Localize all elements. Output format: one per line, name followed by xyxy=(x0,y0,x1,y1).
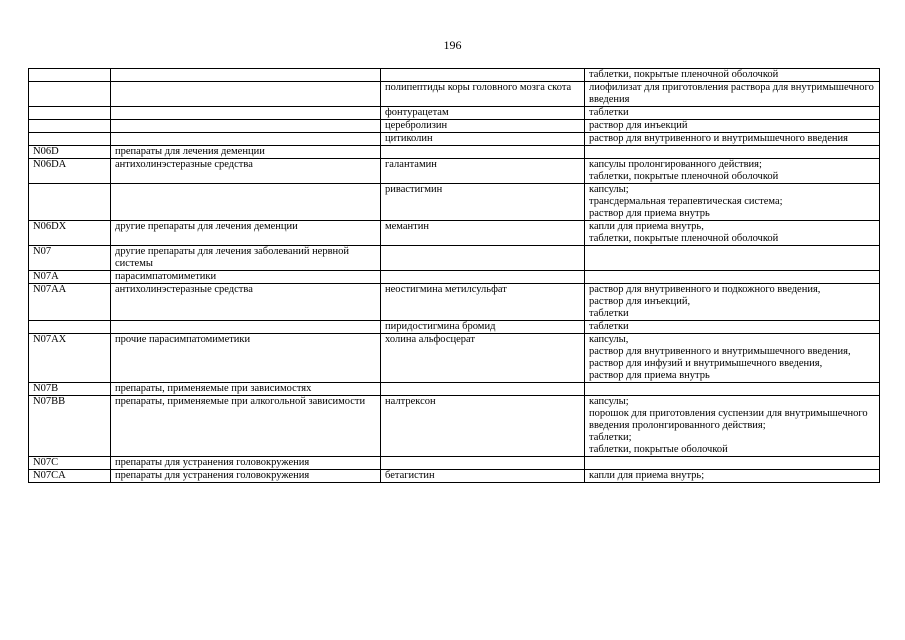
table-row xyxy=(29,246,880,271)
atc-code-cell: N06D xyxy=(29,146,111,159)
table-row xyxy=(29,396,880,457)
atc-code-cell xyxy=(29,82,111,107)
table-row xyxy=(29,69,880,82)
drug-name-cell xyxy=(381,457,585,470)
atc-code-cell: N07C xyxy=(29,457,111,470)
table-row xyxy=(29,271,880,284)
anatomical-group-cell: другие препараты для лечения заболеваний нервной системы xyxy=(111,246,381,271)
drug-name-cell: цитиколин xyxy=(381,133,585,146)
drug-name-cell xyxy=(381,271,585,284)
atc-code-cell xyxy=(29,69,111,82)
dosage-form-cell: капли для приема внутрь; xyxy=(585,470,880,483)
drug-name-cell: церебролизин xyxy=(381,120,585,133)
table-row xyxy=(29,146,880,159)
table-row xyxy=(29,470,880,483)
table-row xyxy=(29,133,880,146)
dosage-form-cell: раствор для инъекций xyxy=(585,120,880,133)
table-row xyxy=(29,221,880,246)
atc-code-cell: N07A xyxy=(29,271,111,284)
table-row xyxy=(29,321,880,334)
anatomical-group-cell xyxy=(111,107,381,120)
table-row xyxy=(29,457,880,470)
drug-name-cell: фонтурацетам xyxy=(381,107,585,120)
anatomical-group-cell: препараты, применяемые при зависимостях xyxy=(111,383,381,396)
drug-name-cell: неостигмина метилсульфат xyxy=(381,284,585,321)
dosage-form-cell xyxy=(585,271,880,284)
dosage-form-cell: капсулы пролонгированного действия; таблетки, покрытые пленочной оболочкой xyxy=(585,159,880,184)
anatomical-group-cell xyxy=(111,184,381,221)
drug-name-cell: налтрексон xyxy=(381,396,585,457)
anatomical-group-cell xyxy=(111,133,381,146)
atc-code-cell: N07 xyxy=(29,246,111,271)
atc-code-cell xyxy=(29,120,111,133)
drug-name-cell xyxy=(381,69,585,82)
anatomical-group-cell: препараты для устранения головокружения xyxy=(111,470,381,483)
drug-table xyxy=(28,68,880,483)
anatomical-group-cell: антихолинэстеразные средства xyxy=(111,284,381,321)
anatomical-group-cell: другие препараты для лечения деменции xyxy=(111,221,381,246)
drug-name-cell xyxy=(381,246,585,271)
page-number: 196 xyxy=(443,38,462,52)
atc-code-cell: N07CA xyxy=(29,470,111,483)
anatomical-group-cell: препараты для лечения деменции xyxy=(111,146,381,159)
dosage-form-cell: капли для приема внутрь, таблетки, покрытые пленочной оболочкой xyxy=(585,221,880,246)
table-row xyxy=(29,120,880,133)
atc-code-cell xyxy=(29,133,111,146)
anatomical-group-cell: прочие парасимпатомиметики xyxy=(111,334,381,383)
atc-code-cell xyxy=(29,184,111,221)
anatomical-group-cell xyxy=(111,69,381,82)
drug-table-body xyxy=(29,69,880,483)
table-row xyxy=(29,184,880,221)
table-row xyxy=(29,107,880,120)
atc-code-cell: N07AX xyxy=(29,334,111,383)
atc-code-cell: N06DA xyxy=(29,159,111,184)
drug-name-cell: ривастигмин xyxy=(381,184,585,221)
atc-code-cell: N07B xyxy=(29,383,111,396)
table-row xyxy=(29,284,880,321)
drug-name-cell: галантамин xyxy=(381,159,585,184)
dosage-form-cell: капсулы; порошок для приготовления суспензии для внутримышечного введения пролонгированного действия; таблетки; таблетки, покрытые оболочкой xyxy=(585,396,880,457)
dosage-form-cell xyxy=(585,457,880,470)
drug-name-cell: пиридостигмина бромид xyxy=(381,321,585,334)
atc-code-cell xyxy=(29,107,111,120)
atc-code-cell: N07AA xyxy=(29,284,111,321)
drug-name-cell: полипептиды коры головного мозга скота xyxy=(381,82,585,107)
table-row xyxy=(29,334,880,383)
atc-code-cell xyxy=(29,321,111,334)
drug-name-cell xyxy=(381,383,585,396)
dosage-form-cell: раствор для внутривенного и внутримышечного введения xyxy=(585,133,880,146)
drug-name-cell: бетагистин xyxy=(381,470,585,483)
atc-code-cell: N07BB xyxy=(29,396,111,457)
anatomical-group-cell xyxy=(111,82,381,107)
drug-name-cell: мемантин xyxy=(381,221,585,246)
dosage-form-cell: капсулы; трансдермальная терапевтическая система; раствор для приема внутрь xyxy=(585,184,880,221)
table-row xyxy=(29,383,880,396)
table-row xyxy=(29,159,880,184)
anatomical-group-cell xyxy=(111,120,381,133)
anatomical-group-cell: препараты, применяемые при алкогольной зависимости xyxy=(111,396,381,457)
dosage-form-cell: капсулы, раствор для внутривенного и внутримышечного введения, раствор для инфузий и внутримышечного введения, раствор для приема внутрь xyxy=(585,334,880,383)
anatomical-group-cell xyxy=(111,321,381,334)
drug-name-cell: холина альфосцерат xyxy=(381,334,585,383)
dosage-form-cell: лиофилизат для приготовления раствора для внутримышечного введения xyxy=(585,82,880,107)
dosage-form-cell xyxy=(585,146,880,159)
drug-name-cell xyxy=(381,146,585,159)
anatomical-group-cell: препараты для устранения головокружения xyxy=(111,457,381,470)
table-row xyxy=(29,82,880,107)
dosage-form-cell: таблетки xyxy=(585,321,880,334)
dosage-form-cell: раствор для внутривенного и подкожного введения, раствор для инъекций, таблетки xyxy=(585,284,880,321)
dosage-form-cell xyxy=(585,383,880,396)
anatomical-group-cell: антихолинэстеразные средства xyxy=(111,159,381,184)
dosage-form-cell: таблетки, покрытые пленочной оболочкой xyxy=(585,69,880,82)
anatomical-group-cell: парасимпатомиметики xyxy=(111,271,381,284)
dosage-form-cell: таблетки xyxy=(585,107,880,120)
atc-code-cell: N06DX xyxy=(29,221,111,246)
dosage-form-cell xyxy=(585,246,880,271)
